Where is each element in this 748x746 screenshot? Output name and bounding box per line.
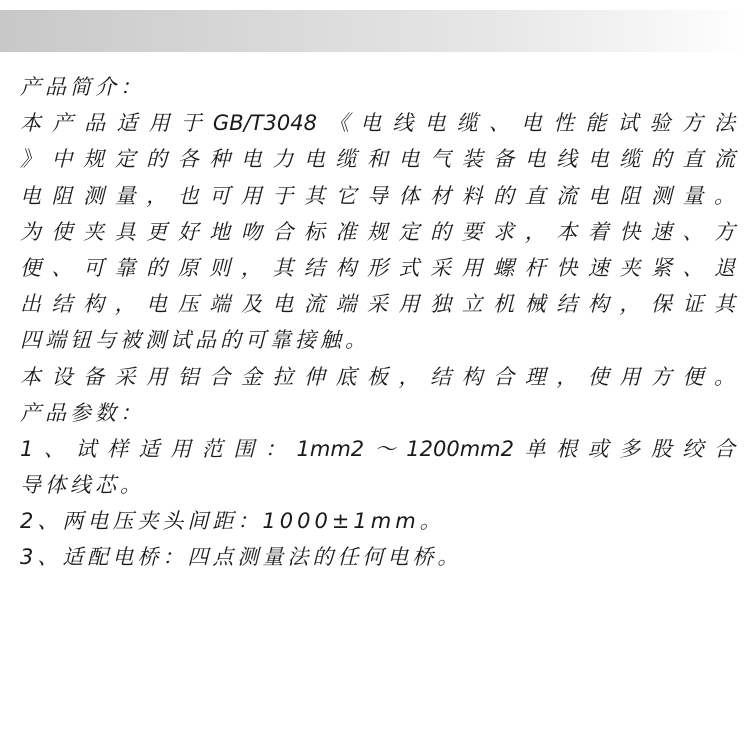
- intro-line: 四端钮与被测试品的可靠接触。: [20, 328, 370, 353]
- param-item: 导体线芯。: [20, 473, 145, 498]
- intro-line: 为使夹具更好地吻合标准规定的要求，本着快速、方: [20, 219, 735, 244]
- param-item: 3、适配电桥：四点测量法的任何电桥。: [20, 545, 463, 570]
- intro-line: 本产品适用于GB/T3048《电线电缆、电性能试验方法: [20, 111, 735, 136]
- param-item: 1、试样适用范围：1mm2～1200mm2单根或多股绞合: [20, 436, 735, 461]
- intro-line: 便、可靠的原则，其结构形式采用螺杆快速夹紧、退: [20, 255, 735, 280]
- intro-line: 》中规定的各种电力电缆和电气装备电线电缆的直流: [20, 147, 735, 172]
- header-gradient-bar: [0, 10, 748, 52]
- intro-line: 出结构，电压端及电流端采用独立机械结构，保证其: [20, 292, 735, 317]
- intro-line: 电阻测量，也可用于其它导体材料的直流电阻测量。: [20, 183, 735, 208]
- intro-line: 本设备采用铝合金拉伸底板，结构合理，使用方便。: [20, 364, 735, 389]
- intro-heading: 产品简介：: [20, 75, 145, 99]
- params-heading: 产品参数：: [20, 400, 145, 425]
- product-description: [20, 69, 735, 576]
- param-item: 2、两电压夹头间距：1000±1mm。: [20, 509, 445, 534]
